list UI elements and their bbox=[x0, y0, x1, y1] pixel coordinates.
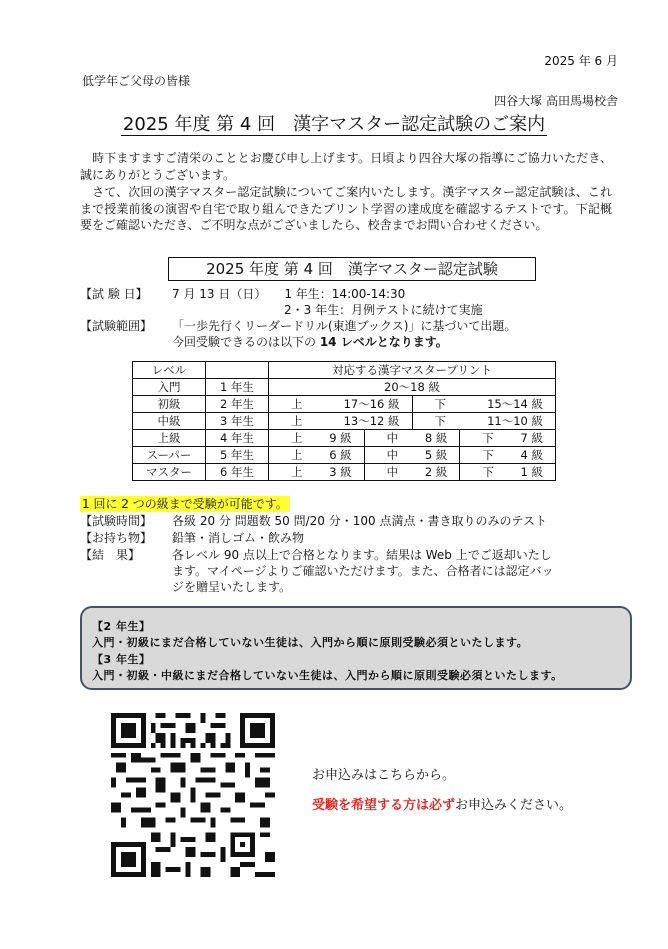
print-range-cell bbox=[269, 430, 556, 447]
part-value: 11～10 級 bbox=[487, 414, 543, 428]
header-grade bbox=[206, 362, 269, 379]
part-label: 上 bbox=[291, 414, 303, 428]
part-value: 17～16 級 bbox=[343, 397, 400, 411]
part-label: 中 bbox=[386, 431, 399, 445]
part-value: 2 級 bbox=[424, 465, 448, 479]
table-row bbox=[133, 379, 556, 396]
intro-paragraph-2: さて、次回の漢字マスター認定試験についてご案内いたします。漢字マスター認定試験は、これまで授業前後の演習や自宅で取り組んできたプリント学習の達成度を確認するテストです。下記概要をご確認いただき、ご不明な点がございましたら、校舎までお問い合わせください。 bbox=[80, 185, 612, 232]
exam-range-note-a: 今回受験できるのは以下の bbox=[172, 335, 320, 349]
qr-code-icon[interactable] bbox=[110, 713, 276, 877]
exam-range-note-b: 14 レベルとなります。 bbox=[319, 335, 448, 349]
exam-time-row bbox=[80, 513, 547, 529]
recipient: 低学年ご父母の皆様 bbox=[82, 74, 191, 88]
table-row bbox=[133, 396, 556, 413]
part-value: 9 級 bbox=[329, 431, 352, 445]
exam-range-value: 「一歩先行くリーダードリル(東進ブックス)」に基づいて出題。 bbox=[172, 319, 517, 333]
exam-date-row bbox=[80, 286, 405, 302]
apply-instruction: お申込みはこちらから。 bbox=[312, 768, 456, 783]
part-label: 上 bbox=[291, 431, 303, 445]
part-label: 中 bbox=[386, 465, 399, 479]
result-row bbox=[80, 547, 552, 563]
print-range-cell bbox=[269, 396, 556, 413]
grade-cell: 2 年生 bbox=[206, 396, 269, 413]
part-label: 上 bbox=[291, 397, 303, 411]
belongings-label: 【お持ち物】 bbox=[80, 531, 153, 545]
apply-requirement bbox=[312, 794, 572, 813]
part-value: 6 級 bbox=[329, 448, 352, 462]
highlight-note: 1 回に 2 つの級まで受験が可能です。 bbox=[82, 497, 288, 511]
issue-date: 2025 年 6 月 bbox=[544, 54, 618, 68]
part-label: 下 bbox=[482, 448, 494, 462]
exam-date-value: 7 月 13 日（日） 1 年生：14:00-14:30 bbox=[172, 287, 406, 301]
print-range-cell bbox=[269, 413, 556, 430]
exam-date-value-2: 2・3 年生：月例テストに続けて実施 bbox=[284, 303, 483, 317]
part-label: 下 bbox=[434, 414, 446, 428]
table-row bbox=[133, 464, 556, 481]
notice-heading-grade2: 【2 年生】 bbox=[92, 620, 151, 633]
level-cell: マスター bbox=[133, 464, 206, 481]
result-value-1: 各レベル 90 点以上で合格となります。結果は Web 上でご返却いたし bbox=[172, 548, 552, 562]
belongings-row bbox=[80, 530, 304, 546]
exam-time-label: 【試験時間】 bbox=[80, 514, 153, 528]
apply-requirement-rest: お申込みください。 bbox=[455, 798, 573, 813]
result-value-2: ます。マイページよりご確認いただけます。また、合格者には認定バッ bbox=[172, 564, 554, 578]
header-prints: 対応する漢字マスタープリント bbox=[269, 362, 556, 379]
part-value: 8 級 bbox=[424, 431, 448, 445]
print-range-cell: 20～18 級 bbox=[269, 379, 556, 396]
belongings-value: 鉛筆・消しゴム・飲み物 bbox=[172, 531, 305, 545]
notice-text-grade3: 入門・初級・中級にまだ合格していない生徒は、入門から順に原則受験必須といたします。 bbox=[92, 669, 563, 682]
school-name: 四谷大塚 高田馬場校舎 bbox=[494, 94, 618, 108]
requirement-notice bbox=[80, 606, 632, 690]
part-value: 3 級 bbox=[329, 465, 352, 479]
grade-cell: 1 年生 bbox=[206, 379, 269, 396]
result-value-3: ジを贈呈いたします。 bbox=[172, 580, 292, 594]
grade-cell: 6 年生 bbox=[206, 464, 269, 481]
part-label: 下 bbox=[434, 397, 446, 411]
part-value: 1 級 bbox=[520, 465, 544, 479]
document-title bbox=[0, 110, 668, 136]
title-text: 2025 年度 第 4 回 漢字マスター認定試験のご案内 bbox=[122, 114, 546, 135]
table-row bbox=[133, 430, 556, 447]
part-label: 上 bbox=[291, 465, 303, 479]
exam-range-row bbox=[80, 318, 516, 334]
part-value: 13～12 級 bbox=[343, 414, 400, 428]
part-label: 下 bbox=[482, 431, 494, 445]
table-row bbox=[133, 447, 556, 464]
exam-box-title: 2025 年度 第 4 回 漢字マスター認定試験 bbox=[168, 257, 536, 281]
grade-cell: 5 年生 bbox=[206, 447, 269, 464]
exam-time-value: 各級 20 分 問題数 50 問/20 分・100 点満点・書き取りのみのテスト bbox=[172, 514, 547, 528]
exam-date-label: 【試 験 日】 bbox=[80, 287, 148, 301]
exam-range-note bbox=[172, 334, 448, 350]
table-row bbox=[133, 413, 556, 430]
notice-heading-grade3: 【3 年生】 bbox=[92, 653, 151, 666]
part-value: 7 級 bbox=[520, 431, 544, 445]
apply-requirement-emphasis: 受験を希望する方は必ず bbox=[312, 798, 456, 813]
level-table bbox=[132, 361, 556, 481]
level-cell: 上級 bbox=[133, 430, 206, 447]
header-level: レベル bbox=[133, 362, 206, 379]
part-value: 5 級 bbox=[424, 448, 448, 462]
print-range-cell bbox=[269, 447, 556, 464]
part-label: 下 bbox=[482, 465, 494, 479]
grade-cell: 4 年生 bbox=[206, 430, 269, 447]
notice-text-grade2: 入門・初級にまだ合格していない生徒は、入門から順に原則受験必須といたします。 bbox=[92, 636, 529, 649]
part-label: 上 bbox=[291, 448, 303, 462]
part-value: 4 級 bbox=[520, 448, 544, 462]
intro-paragraph-1: 時下ますますご清栄のこととお慶び申し上げます。日頃より四谷大塚の指導にご協力いただき、誠にありがとうございます。 bbox=[80, 151, 612, 182]
print-range-cell bbox=[269, 464, 556, 481]
level-cell: 入門 bbox=[133, 379, 206, 396]
grade-cell: 3 年生 bbox=[206, 413, 269, 430]
level-cell: スーパー bbox=[133, 447, 206, 464]
result-label: 【結 果】 bbox=[80, 548, 141, 562]
exam-range-label: 【試験範囲】 bbox=[80, 319, 153, 333]
table-header-row bbox=[133, 362, 556, 379]
level-cell: 中級 bbox=[133, 413, 206, 430]
part-label: 中 bbox=[386, 448, 399, 462]
part-value: 15～14 級 bbox=[487, 397, 543, 411]
level-cell: 初級 bbox=[133, 396, 206, 413]
